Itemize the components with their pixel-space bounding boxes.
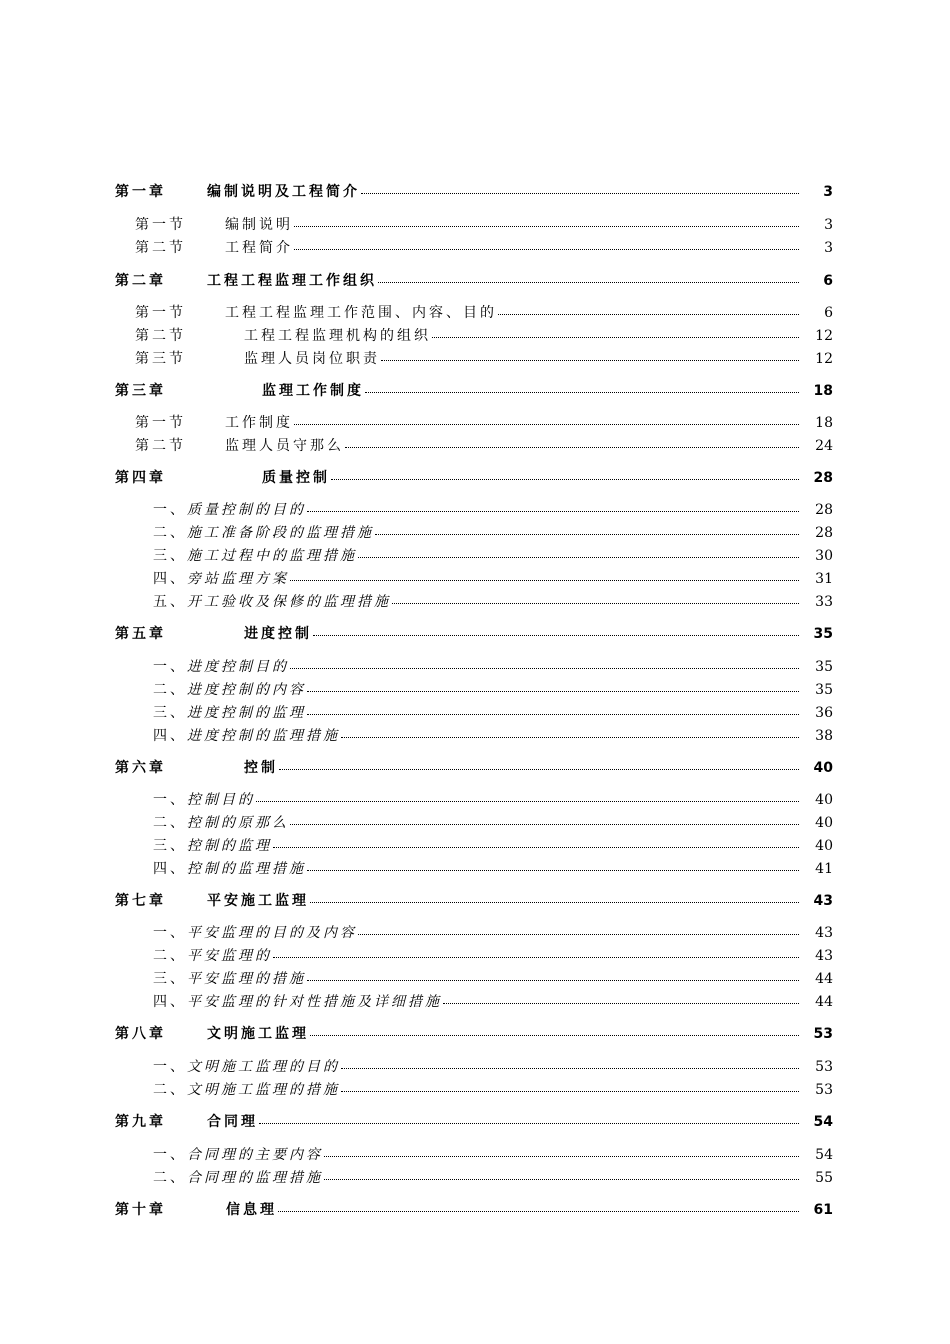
toc-dot-leader [307,714,799,715]
toc-entry-number: 第三节 [135,351,186,367]
toc-page-number: 40 [815,792,833,808]
toc-entry-title: 监理人员守那么 [225,438,344,454]
toc-entry-title: 开工验收及保修的监理措施 [187,594,391,610]
toc-dot-leader [498,314,799,315]
toc-page-number: 30 [815,548,833,564]
toc-page-number: 31 [815,571,833,587]
toc-entry-title: 编制说明及工程简介 [207,184,360,200]
toc-page-number: 3 [824,217,833,233]
toc-entry-title: 合同理的监理措施 [187,1170,323,1186]
toc-item-entry[interactable] [153,922,833,942]
toc-page-number: 40 [815,838,833,854]
toc-entry-title: 进度控制 [244,626,312,642]
toc-entry-number: 第三章 [115,383,166,399]
toc-item-entry[interactable] [153,499,833,519]
toc-entry-title: 工程工程监理机构的组织 [244,328,431,344]
toc-entry-title: 合同理 [207,1114,258,1130]
toc-page-number: 12 [815,351,833,367]
toc-section-entry[interactable] [135,325,833,345]
toc-entry-number: 第一节 [135,415,186,431]
toc-page-number: 33 [815,594,833,610]
toc-dot-leader [313,635,799,636]
toc-entry-number: 二、 [153,525,187,541]
toc-page-number: 40 [813,760,833,776]
toc-item-entry[interactable] [153,702,833,722]
toc-chapter-entry[interactable] [115,1111,833,1131]
toc-entry-title: 控制目的 [187,792,255,808]
toc-entry-number: 四、 [153,861,187,877]
toc-page-number: 6 [824,305,833,321]
toc-entry-number: 第六章 [115,760,166,776]
toc-entry-number: 第八章 [115,1026,166,1042]
toc-entry-number: 第五章 [115,626,166,642]
toc-entry-number: 二、 [153,682,187,698]
toc-dot-leader [324,1179,799,1180]
toc-entry-title: 工作制度 [225,415,293,431]
toc-entry-number: 三、 [153,705,187,721]
toc-page-number: 61 [813,1202,833,1218]
toc-entry-number: 四、 [153,994,187,1010]
toc-page-number: 38 [815,728,833,744]
toc-entry-number: 三、 [153,838,187,854]
toc-entry-title: 平安施工监理 [207,893,309,909]
toc-item-entry[interactable] [153,1079,833,1099]
toc-page-number: 55 [815,1170,833,1186]
toc-entry-number: 二、 [153,815,187,831]
toc-page-number: 53 [815,1059,833,1075]
toc-dot-leader [378,282,799,283]
toc-chapter-entry[interactable] [115,1199,833,1219]
toc-entry-number: 二、 [153,948,187,964]
toc-entry-number: 第一节 [135,217,186,233]
toc-entry-number: 第二节 [135,240,186,256]
toc-entry-title: 平安监理的针对性措施及详细措施 [187,994,442,1010]
toc-dot-leader [290,668,799,669]
toc-page-number: 44 [815,971,833,987]
toc-item-entry[interactable] [153,1056,833,1076]
toc-entry-title: 文明施工监理的措施 [187,1082,340,1098]
toc-page-number: 3 [824,240,833,256]
toc-entry-title: 平安监理的措施 [187,971,306,987]
toc-page-number: 12 [815,328,833,344]
toc-entry-title: 合同理的主要内容 [187,1147,323,1163]
toc-item-entry[interactable] [153,991,833,1011]
toc-section-entry[interactable] [135,435,833,455]
toc-entry-title: 质量控制的目的 [187,502,306,518]
toc-section-entry[interactable] [135,412,833,432]
toc-entry-title: 控制 [244,760,278,776]
toc-dot-leader [307,980,799,981]
toc-entry-title: 工程工程监理工作组织 [207,273,377,289]
toc-entry-title: 编制说明 [225,217,293,233]
toc-dot-leader [294,226,799,227]
toc-dot-leader [278,1211,799,1212]
toc-page-number: 44 [815,994,833,1010]
toc-entry-number: 第十章 [115,1202,166,1218]
toc-dot-leader [331,479,799,480]
toc-dot-leader [365,392,799,393]
toc-dot-leader [307,511,799,512]
toc-item-entry[interactable] [153,725,833,745]
toc-dot-leader [443,1003,799,1004]
toc-dot-leader [273,847,799,848]
toc-dot-leader [307,870,799,871]
toc-dot-leader [290,580,799,581]
toc-page-number: 53 [815,1082,833,1098]
toc-dot-leader [310,1035,799,1036]
toc-dot-leader [392,603,799,604]
toc-section-entry[interactable] [135,302,833,322]
toc-entry-number: 五、 [153,594,187,610]
toc-dot-leader [358,934,799,935]
toc-entry-number: 一、 [153,792,187,808]
toc-entry-title: 平安监理的目的及内容 [187,925,357,941]
toc-entry-number: 三、 [153,548,187,564]
toc-entry-title: 控制的监理措施 [187,861,306,877]
toc-entry-number: 二、 [153,1170,187,1186]
toc-dot-leader [294,249,799,250]
toc-entry-title: 控制的监理 [187,838,272,854]
toc-dot-leader [310,902,799,903]
toc-item-entry[interactable] [153,591,833,611]
toc-page-number: 35 [813,626,833,642]
toc-entry-number: 二、 [153,1082,187,1098]
toc-entry-title: 文明施工监理的目的 [187,1059,340,1075]
toc-entry-title: 质量控制 [262,470,330,486]
toc-entry-number: 第七章 [115,893,166,909]
toc-item-entry[interactable] [153,835,833,855]
toc-chapter-entry[interactable] [115,1023,833,1043]
toc-entry-number: 一、 [153,659,187,675]
toc-entry-title: 进度控制的内容 [187,682,306,698]
toc-page-number: 3 [823,184,833,200]
toc-entry-title: 施工准备阶段的监理措施 [187,525,374,541]
toc-entry-title: 文明施工监理 [207,1026,309,1042]
toc-item-entry[interactable] [153,812,833,832]
toc-entry-number: 一、 [153,1147,187,1163]
toc-entry-number: 一、 [153,502,187,518]
toc-dot-leader [341,1068,799,1069]
toc-page-number: 54 [815,1147,833,1163]
toc-entry-title: 进度控制目的 [187,659,289,675]
toc-dot-leader [294,424,799,425]
toc-item-entry[interactable] [153,945,833,965]
toc-entry-number: 四、 [153,571,187,587]
toc-dot-leader [358,557,799,558]
toc-dot-leader [256,801,799,802]
toc-item-entry[interactable] [153,545,833,565]
toc-entry-number: 第一节 [135,305,186,321]
toc-entry-number: 四、 [153,728,187,744]
toc-entry-title: 进度控制的监理 [187,705,306,721]
toc-page-number: 18 [815,415,833,431]
toc-page-number: 36 [815,705,833,721]
toc-entry-title: 进度控制的监理措施 [187,728,340,744]
toc-page-number: 35 [815,682,833,698]
toc-section-entry[interactable] [135,214,833,234]
toc-item-entry[interactable] [153,522,833,542]
toc-entry-title: 监理工作制度 [262,383,364,399]
toc-dot-leader [307,691,799,692]
toc-item-entry[interactable] [153,656,833,676]
toc-page-number: 24 [815,438,833,454]
toc-dot-leader [290,824,799,825]
toc-page-number: 54 [813,1114,833,1130]
toc-chapter-entry[interactable] [115,380,833,400]
toc-entry-number: 一、 [153,925,187,941]
toc-item-entry[interactable] [153,1144,833,1164]
toc-page-number: 43 [813,893,833,909]
toc-item-entry[interactable] [153,1167,833,1187]
toc-entry-number: 第四章 [115,470,166,486]
toc-page-number: 35 [815,659,833,675]
toc-dot-leader [381,360,799,361]
toc-item-entry[interactable] [153,679,833,699]
toc-chapter-entry[interactable] [115,623,833,643]
toc-dot-leader [341,737,799,738]
toc-entry-number: 第九章 [115,1114,166,1130]
toc-entry-number: 三、 [153,971,187,987]
toc-entry-title: 施工过程中的监理措施 [187,548,357,564]
toc-dot-leader [375,534,799,535]
toc-page-number: 28 [815,502,833,518]
toc-dot-leader [273,957,799,958]
toc-page-number: 43 [815,925,833,941]
toc-item-entry[interactable] [153,789,833,809]
toc-entry-title: 工程工程监理工作范围、内容、目的 [225,305,497,321]
toc-entry-number: 第二节 [135,328,186,344]
toc-chapter-entry[interactable] [115,467,833,487]
toc-entry-number: 第二节 [135,438,186,454]
toc-item-entry[interactable] [153,968,833,988]
toc-entry-number: 一、 [153,1059,187,1075]
toc-dot-leader [432,337,799,338]
toc-entry-title: 工程简介 [225,240,293,256]
toc-entry-title: 信息理 [226,1202,277,1218]
toc-section-entry[interactable] [135,237,833,257]
toc-page-number: 6 [823,273,833,289]
toc-page-number: 40 [815,815,833,831]
toc-section-entry[interactable] [135,348,833,368]
toc-dot-leader [345,447,799,448]
toc-item-entry[interactable] [153,568,833,588]
toc-entry-number: 第一章 [115,184,166,200]
toc-page-number: 28 [815,525,833,541]
toc-dot-leader [341,1091,799,1092]
toc-page-number: 41 [815,861,833,877]
toc-dot-leader [259,1123,799,1124]
toc-page-number: 43 [815,948,833,964]
toc-chapter-entry[interactable] [115,181,833,201]
toc-dot-leader [324,1156,799,1157]
toc-dot-leader [361,193,799,194]
toc-page-number: 53 [813,1026,833,1042]
toc-entry-title: 监理人员岗位职责 [244,351,380,367]
toc-chapter-entry[interactable] [115,757,833,777]
toc-entry-number: 第二章 [115,273,166,289]
toc-page-number: 18 [813,383,833,399]
toc-page-number: 28 [813,470,833,486]
toc-entry-title: 平安监理的 [187,948,272,964]
toc-entry-title: 控制的原那么 [187,815,289,831]
toc-dot-leader [279,769,799,770]
toc-chapter-entry[interactable] [115,270,833,290]
toc-item-entry[interactable] [153,858,833,878]
toc-chapter-entry[interactable] [115,890,833,910]
toc-entry-title: 旁站监理方案 [187,571,289,587]
